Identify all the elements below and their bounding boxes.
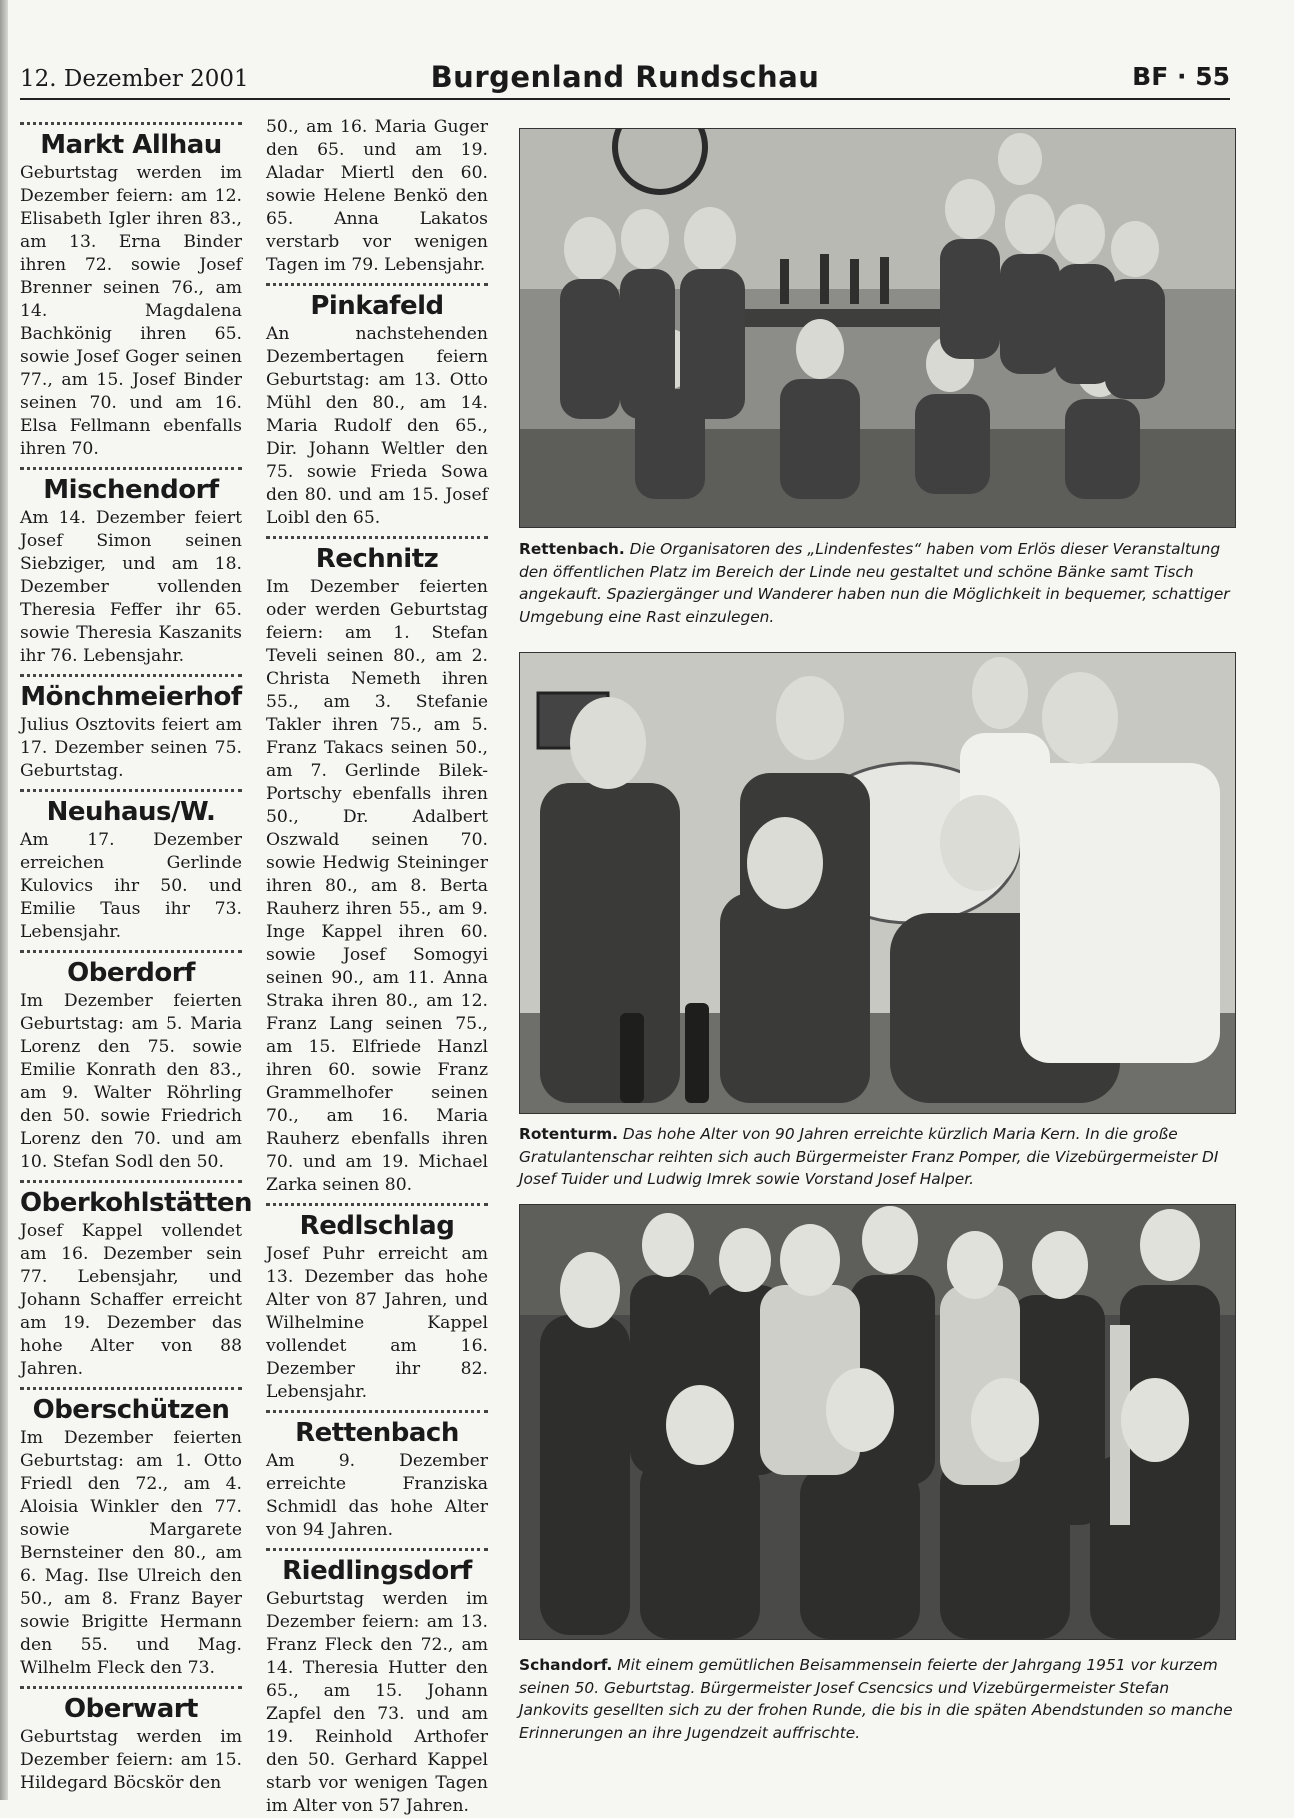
dotted-rule xyxy=(266,1548,488,1551)
caption-rotenturm xyxy=(519,1123,1239,1191)
article-moenchmeierhof xyxy=(20,674,242,783)
article-text: Geburtstag werden im Dezember feiern: am 13. Franz Fleck den 72., am 14. Theresia Hutter den 65., am 15. Johann Zapfel den 73. und am 19. Reinhold Arthofer den 50. Gerhard Kappel starb vor wenigen Tagen im Alter von 57 Jahren. xyxy=(266,1589,488,1816)
article-text: Geburtstag werden im Dezember feiern: am 12. Elisabeth Igler ihren 83., am 13. Erna Binder ihren 72. sowie Josef Brenner seinen 76., am 14. Magdalena Bachkönig ihren 65. sowie Josef Goger seinen 77., am 15. Josef Binder seinen 70. und am 16. Elsa Fellmann ebenfalls ihren 70. xyxy=(20,163,242,459)
dotted-rule xyxy=(266,1410,488,1413)
article-text: Josef Puhr erreicht am 13. Dezember das hohe Alter von 87 Jahren, und Wilhelmine Kappel vollendet am 16. Dezember ihr 82. Lebensjahr. xyxy=(266,1244,488,1402)
article-oberwart xyxy=(20,1686,242,1795)
photo-rettenbach xyxy=(519,128,1236,528)
caption-schandorf xyxy=(519,1654,1239,1744)
caption-text: Das hohe Alter von 90 Jahren erreichte kürzlich Maria Kern. In die große Gratulantenschar reihten sich auch Bürgermeister Franz Pomper, die Vizebürgermeister DI Josef Tuider und Ludwig Imrek sowie Vorstand Josef Halper. xyxy=(519,1125,1219,1188)
dotted-rule xyxy=(20,467,242,470)
article-oberschuetzen xyxy=(20,1387,242,1680)
dotted-rule xyxy=(20,122,242,125)
article-text: Am 17. Dezember erreichen Gerlinde Kulovics ihr 50. und Emilie Taus ihr 73. Lebensjahr. xyxy=(20,830,242,942)
article-text: Im Dezember feierten Geburtstag: am 5. Maria Lorenz den 75. sowie Emilie Konrath den 83., am 9. Walter Röhrling den 50. sowie Friedrich Lorenz den 70. und am 10. Stefan Sodl den 50. xyxy=(20,991,242,1172)
article-text: An nachstehenden Dezembertagen feiern Geburtstag: am 13. Otto Mühl den 80., am 14. Maria Rudolf den 65., Dir. Johann Weltler den 75. sowie Frieda Sowa den 80. und am 15. Josef Loibl den 65. xyxy=(266,324,488,528)
article-rechnitz xyxy=(266,536,488,1197)
caption-place: Rettenbach. xyxy=(519,540,625,558)
dotted-rule xyxy=(20,1686,242,1689)
article-oberwart-continued xyxy=(266,116,488,277)
place-heading: Markt Allhau xyxy=(40,130,222,160)
place-heading: Oberdorf xyxy=(67,958,195,988)
photo-schandorf xyxy=(519,1204,1236,1640)
dotted-rule xyxy=(20,1387,242,1390)
article-markt-allhau xyxy=(20,122,242,461)
page-header xyxy=(20,60,1230,100)
issue-date: 12. Dezember 2001 xyxy=(20,66,249,92)
article-text: Im Dezember feierten oder werden Geburtstag feiern: am 1. Stefan Teveli seinen 80., am 2. Christa Nemeth ihren 55., am 3. Stefanie Takler ihren 75., am 5. Franz Takacs seinen 50., am 7. Gerlinde Bilek-Portschy ebenfalls ihren 50., Dr. Adalbert Oszwald seinen 70. sowie Hedwig Steininger ihren 80., am 8. Berta Rauherz ihren 55., am 9. Inge Kappel ihren 60. sowie Josef Somogyi seinen 90., am 11. Anna Straka ihren 80., am 12. Franz Lang seinen 75., am 15. Elfriede Hanzl ihren 60. sowie Franz Grammelhofer seinen 70., am 16. Maria Rauherz ebenfalls ihren 70. und am 19. Michael Zarka seinen 80. xyxy=(266,577,488,1195)
dotted-rule xyxy=(266,1203,488,1206)
article-redlschlag xyxy=(266,1203,488,1404)
dotted-rule xyxy=(266,536,488,539)
caption-text: Die Organisatoren des „Lindenfestes“ haben vom Erlös dieser Veranstaltung den öffentlichen Platz im Bereich der Linde neu gestaltet und schöne Bänke samt Tisch angekauft. Spaziergänger und Wanderer haben nun die Möglichkeit in bequemer, schattiger Umgebung eine Rast einzulegen. xyxy=(519,540,1230,626)
place-heading: Redlschlag xyxy=(299,1211,455,1241)
place-heading: Mischendorf xyxy=(43,475,219,505)
text-column-2 xyxy=(266,116,488,1818)
article-text: Josef Kappel vollendet am 16. Dezember sein 77. Lebensjahr, und Johann Schaffer erreicht am 19. Dezember das hohe Alter von 88 Jahren. xyxy=(20,1221,242,1379)
article-pinkafeld xyxy=(266,283,488,530)
place-heading: Oberwart xyxy=(64,1694,198,1724)
article-text: Am 14. Dezember feiert Josef Simon seinen Siebziger, und am 18. Dezember vollenden Theresia Feffer ihr 65. sowie Theresia Kaszanits ihr 76. Lebensjahr. xyxy=(20,508,242,666)
place-heading: Mönchmeierhof xyxy=(20,682,242,712)
article-text: Im Dezember feierten Geburtstag: am 1. Otto Friedl den 72., am 4. Aloisia Winkler den 77. sowie Margarete Bernsteiner den 80., am 6. Mag. Ilse Ulreich den 50., am 8. Franz Bayer sowie Brigitte Hermann den 55. und Mag. Wilhelm Fleck den 73. xyxy=(20,1428,242,1678)
article-mischendorf xyxy=(20,467,242,668)
article-oberkohlstaetten xyxy=(20,1180,252,1381)
newspaper-title: Burgenland Rundschau xyxy=(430,60,820,94)
dotted-rule xyxy=(20,674,242,677)
place-heading: Rechnitz xyxy=(315,544,439,574)
place-heading: Rettenbach xyxy=(295,1418,459,1448)
dotted-rule xyxy=(20,789,242,792)
text-column-1 xyxy=(20,116,252,1795)
article-text: 50., am 16. Maria Guger den 65. und am 19. Aladar Miertl den 60. sowie Helene Benkö den 65. Anna Lakatos verstarb vor wenigen Tagen im 79. Lebensjahr. xyxy=(266,117,488,275)
article-oberdorf xyxy=(20,950,242,1174)
article-text: Julius Osztovits feiert am 17. Dezember seinen 75. Geburtstag. xyxy=(20,715,242,781)
article-text: Geburtstag werden im Dezember feiern: am 15. Hildegard Böcskör den xyxy=(20,1727,242,1793)
article-riedlingsdorf xyxy=(266,1548,488,1818)
dotted-rule xyxy=(20,950,242,953)
dotted-rule xyxy=(266,283,488,286)
photo-rotenturm xyxy=(519,652,1236,1114)
dotted-rule xyxy=(20,1180,242,1183)
article-text: Am 9. Dezember erreichte Franziska Schmidl das hohe Alter von 94 Jahren. xyxy=(266,1451,488,1540)
place-heading: Neuhaus/W. xyxy=(46,797,216,827)
page-number: BF · 55 xyxy=(1132,62,1230,91)
place-heading: Riedlingsdorf xyxy=(282,1556,472,1586)
article-rettenbach xyxy=(266,1410,488,1542)
caption-text: Mit einem gemütlichen Beisammensein feierte der Jahrgang 1951 vor kurzem seinen 50. Geburtstag. Bürgermeister Josef Csencsics und Vizebürgermeister Stefan Jankovits gesellten sich zu der frohen Runde, die bis in die späten Abendstunden so manche Erinnerungen an ihre Jugendzeit auffrischte. xyxy=(519,1656,1233,1742)
place-heading: Oberkohlstätten xyxy=(20,1188,252,1218)
place-heading: Oberschützen xyxy=(32,1395,230,1425)
caption-place: Schandorf. xyxy=(519,1656,613,1674)
caption-rettenbach xyxy=(519,538,1239,628)
page-spine-shadow xyxy=(0,0,8,1800)
article-neuhaus xyxy=(20,789,242,944)
place-heading: Pinkafeld xyxy=(310,291,444,321)
caption-place: Rotenturm. xyxy=(519,1125,618,1143)
